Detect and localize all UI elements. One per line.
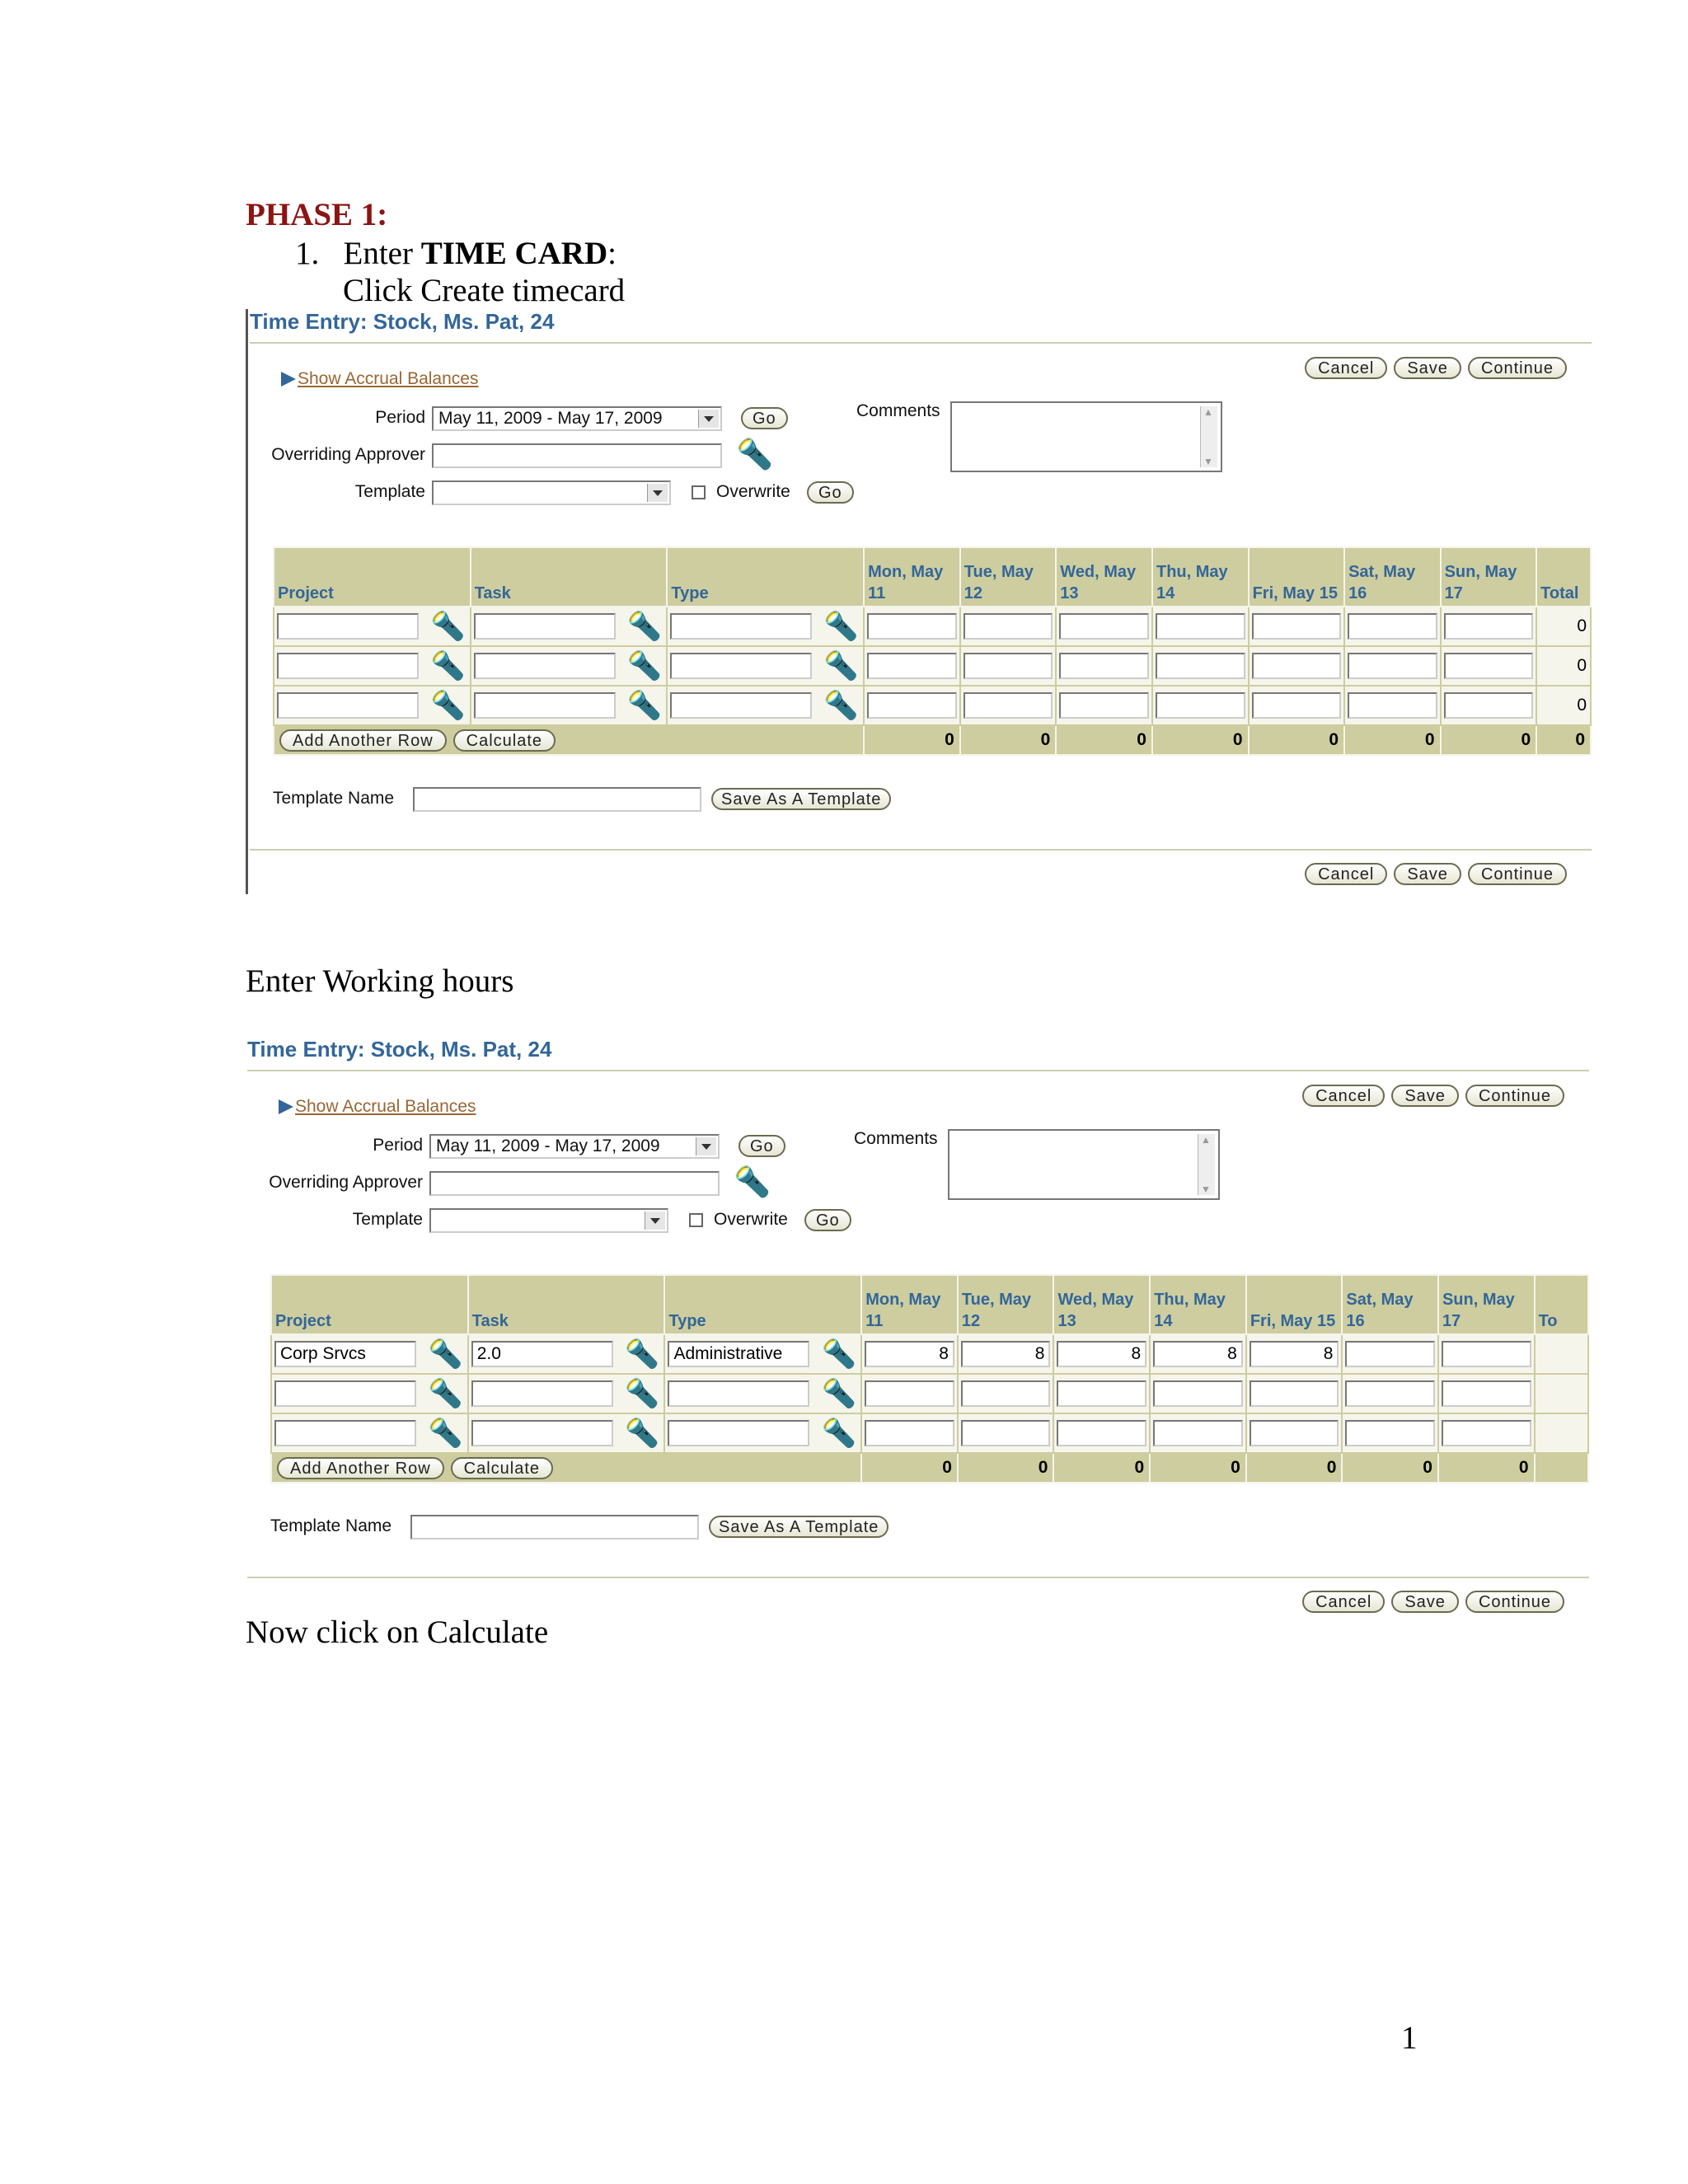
sun-hours-cell: [1438, 1374, 1535, 1413]
column-header: Type: [664, 1275, 861, 1334]
column-total: 0: [1249, 725, 1345, 755]
thu-hours-cell: [1152, 607, 1249, 646]
fri-hours-cell: [1246, 1374, 1343, 1413]
column-total: 0: [1056, 725, 1152, 755]
continue-button[interactable]: Continue: [1465, 1591, 1564, 1613]
row-total: [1535, 1374, 1588, 1413]
totals-row: [274, 725, 1591, 755]
column-header: Sun, May 17: [1441, 547, 1537, 607]
sat-hours-cell: [1342, 1374, 1438, 1413]
bottom-button-bar: [1302, 1591, 1564, 1613]
thu-hours-input[interactable]: 8: [1153, 1341, 1243, 1367]
thu-hours-cell: [1152, 686, 1249, 725]
project-input[interactable]: Corp Srvcs: [274, 1341, 416, 1367]
accrual-link-label: Show Accrual Balances: [295, 1097, 476, 1116]
project-input[interactable]: [277, 692, 419, 719]
table-row: [274, 686, 1591, 725]
flashlight-search-icon[interactable]: 🔦: [626, 611, 663, 642]
column-header: Fri, May 15: [1246, 1275, 1343, 1334]
fri-hours-cell: [1246, 1334, 1343, 1374]
table-header-row: [271, 1275, 1588, 1334]
table-row: [271, 1374, 1588, 1413]
add-another-row-button[interactable]: Add Another Row: [277, 1457, 444, 1479]
title-divider: [250, 342, 1592, 344]
column-total: 0: [1150, 1453, 1246, 1483]
save-as-template-button[interactable]: Save As A Template: [711, 788, 891, 810]
top-button-bar: [1302, 1085, 1564, 1107]
type-cell: [667, 646, 864, 686]
comments-label: Comments: [854, 1129, 938, 1148]
type-cell: [664, 1374, 861, 1413]
column-header: Tue, May 12: [960, 547, 1057, 607]
project-input[interactable]: [277, 613, 419, 640]
bottom-button-bar: [1305, 863, 1567, 885]
tue-hours-input[interactable]: [961, 1420, 1051, 1446]
project-cell: [271, 1413, 468, 1453]
chevron-down-icon: [645, 1212, 665, 1230]
mon-hours-input[interactable]: [865, 1380, 954, 1407]
page-number: 1: [1401, 2020, 1418, 2055]
type-input[interactable]: [668, 1380, 809, 1407]
sat-hours-cell: [1344, 686, 1441, 725]
task-input[interactable]: [474, 613, 616, 640]
task-cell: [468, 1413, 665, 1453]
table-row: [274, 646, 1591, 686]
task-input[interactable]: [474, 653, 616, 679]
type-input[interactable]: [670, 653, 812, 679]
fri-hours-input[interactable]: [1250, 1420, 1339, 1446]
sun-hours-input[interactable]: [1442, 1341, 1531, 1367]
type-input[interactable]: [670, 613, 812, 640]
column-total: 0: [1344, 725, 1441, 755]
flashlight-search-icon[interactable]: 🔦: [821, 1338, 856, 1370]
wed-hours-cell: [1056, 646, 1152, 686]
row-total: 0: [1536, 607, 1591, 646]
wed-hours-input[interactable]: [1057, 1420, 1146, 1446]
mon-hours-input[interactable]: 8: [865, 1341, 954, 1367]
row-total: 0: [1536, 686, 1591, 725]
task-input[interactable]: [471, 1420, 613, 1446]
table-header-row: [274, 547, 1591, 607]
row-total: [1535, 1334, 1588, 1374]
period-go-button[interactable]: Go: [741, 407, 788, 429]
wed-hours-input[interactable]: [1059, 613, 1149, 640]
tue-hours-cell: [958, 1413, 1054, 1453]
add-another-row-button[interactable]: Add Another Row: [279, 729, 447, 752]
column-header: Type: [667, 547, 864, 607]
task-cell: [471, 646, 668, 686]
thu-hours-cell: [1150, 1413, 1246, 1453]
flashlight-search-icon[interactable]: 🔦: [736, 437, 773, 471]
column-total: 0: [1441, 725, 1537, 755]
comments-textarea[interactable]: [948, 1129, 1220, 1200]
bottom-divider: [247, 1577, 1589, 1578]
type-cell: [667, 686, 864, 725]
column-total: 0: [1342, 1453, 1438, 1483]
overwrite-checkbox[interactable]: [689, 1213, 703, 1227]
task-cell: [471, 686, 668, 725]
sun-hours-input[interactable]: [1442, 1380, 1531, 1407]
table-row: [271, 1413, 1588, 1453]
continue-button[interactable]: Continue: [1468, 357, 1567, 379]
period-select[interactable]: [429, 1134, 720, 1159]
row-actions: [271, 1453, 861, 1483]
step-prefix: Enter: [343, 236, 421, 271]
sun-hours-input[interactable]: [1444, 613, 1534, 640]
cancel-button[interactable]: Cancel: [1305, 863, 1387, 885]
row-total: [1535, 1413, 1588, 1453]
tue-hours-cell: [960, 607, 1057, 646]
column-total: 0: [1438, 1453, 1535, 1483]
tue-hours-cell: [960, 646, 1057, 686]
sat-hours-cell: [1342, 1413, 1438, 1453]
tue-hours-input[interactable]: 8: [961, 1341, 1051, 1367]
flashlight-search-icon[interactable]: 🔦: [734, 1165, 771, 1198]
sat-hours-input[interactable]: [1348, 653, 1437, 679]
template-name-label: Template Name: [273, 789, 395, 808]
fri-hours-cell: [1246, 1413, 1343, 1453]
totals-row: [271, 1453, 1588, 1483]
wed-hours-input[interactable]: 8: [1057, 1341, 1146, 1367]
tue-hours-input[interactable]: [961, 1380, 1051, 1407]
table-row: [274, 607, 1591, 646]
mon-hours-input[interactable]: [867, 613, 957, 640]
flashlight-search-icon[interactable]: 🔦: [624, 1378, 660, 1409]
project-input[interactable]: [274, 1380, 416, 1407]
save-button[interactable]: Save: [1394, 863, 1461, 885]
column-total: 0: [861, 1453, 958, 1483]
flashlight-search-icon[interactable]: 🔦: [823, 611, 859, 642]
comments-scrollbar[interactable]: [1200, 406, 1217, 467]
column-total: 0: [1152, 725, 1249, 755]
project-input[interactable]: [274, 1420, 416, 1446]
wed-hours-input[interactable]: [1059, 653, 1149, 679]
sat-hours-cell: [1342, 1334, 1438, 1374]
chevron-down-icon: [698, 410, 719, 428]
cancel-button[interactable]: Cancel: [1302, 1085, 1385, 1107]
period-value: May 11, 2009 - May 17, 2009: [436, 1137, 660, 1155]
flashlight-search-icon[interactable]: 🔦: [821, 1418, 856, 1449]
column-total: 0: [958, 1453, 1054, 1483]
wed-hours-cell: [1053, 1334, 1150, 1374]
column-header: Mon, May 11: [861, 1275, 958, 1334]
column-header: Thu, May 14: [1150, 1275, 1246, 1334]
task-input[interactable]: 2.0: [471, 1341, 613, 1367]
overwrite-checkbox[interactable]: [692, 485, 706, 499]
column-header: Sat, May 16: [1342, 1275, 1438, 1334]
period-select[interactable]: [432, 406, 722, 431]
page-title: Time Entry: Stock, Ms. Pat, 24: [250, 309, 555, 334]
step-heading: [295, 235, 617, 272]
mon-hours-cell: [861, 1334, 958, 1374]
row-actions: [274, 725, 864, 755]
task-cell: [468, 1374, 665, 1413]
period-go-button[interactable]: Go: [738, 1135, 785, 1157]
sun-hours-cell: [1441, 607, 1537, 646]
column-header: Project: [274, 547, 471, 607]
template-select[interactable]: [429, 1208, 668, 1233]
page-title: Time Entry: Stock, Ms. Pat, 24: [247, 1037, 552, 1062]
continue-button[interactable]: Continue: [1468, 863, 1567, 885]
type-cell: [664, 1334, 861, 1374]
task-input[interactable]: [474, 692, 616, 719]
calculate-button[interactable]: Calculate: [451, 1457, 553, 1479]
table-row: [271, 1334, 1588, 1374]
flashlight-search-icon[interactable]: 🔦: [428, 1378, 463, 1409]
fri-hours-input[interactable]: [1250, 1380, 1339, 1407]
fri-hours-cell: [1249, 607, 1345, 646]
thu-hours-input[interactable]: [1153, 1420, 1243, 1446]
save-button[interactable]: Save: [1391, 1085, 1459, 1107]
task-cell: [468, 1334, 665, 1374]
column-header: Sun, May 17: [1438, 1275, 1535, 1334]
sat-hours-cell: [1344, 646, 1441, 686]
cancel-button[interactable]: Cancel: [1305, 357, 1387, 379]
save-button[interactable]: Save: [1391, 1591, 1459, 1613]
calculate-button[interactable]: Calculate: [453, 729, 556, 752]
flashlight-search-icon[interactable]: 🔦: [430, 611, 466, 642]
fri-hours-input[interactable]: [1252, 692, 1342, 719]
step-bold: TIME CARD: [420, 236, 608, 271]
sat-hours-input[interactable]: [1348, 613, 1437, 640]
column-header: Wed, May 13: [1056, 547, 1152, 607]
bottom-divider: [250, 849, 1592, 851]
show-accrual-balances-link[interactable]: [281, 369, 478, 389]
flashlight-search-icon[interactable]: 🔦: [624, 1338, 660, 1370]
thu-hours-cell: [1152, 646, 1249, 686]
template-name-input[interactable]: [413, 787, 701, 812]
sun-hours-input[interactable]: [1442, 1420, 1531, 1446]
column-total: [1535, 1453, 1588, 1483]
type-input[interactable]: [670, 692, 812, 719]
thu-hours-input[interactable]: [1156, 653, 1245, 679]
column-total: 0: [864, 725, 960, 755]
template-name-input[interactable]: [410, 1515, 699, 1540]
column-header: Mon, May 11: [864, 547, 960, 607]
overwrite-label: Overwrite: [716, 482, 790, 501]
column-total: 0: [960, 725, 1057, 755]
fri-hours-cell: [1249, 646, 1345, 686]
period-label: Period: [373, 1136, 423, 1155]
mon-hours-cell: [864, 607, 960, 646]
tue-hours-cell: [958, 1334, 1054, 1374]
wed-hours-cell: [1053, 1413, 1150, 1453]
column-header: Fri, May 15: [1249, 547, 1345, 607]
wed-hours-cell: [1053, 1374, 1150, 1413]
project-cell: [274, 686, 471, 725]
mon-hours-cell: [864, 686, 960, 725]
approver-input[interactable]: [432, 443, 722, 468]
save-button[interactable]: Save: [1394, 357, 1461, 379]
wed-hours-input[interactable]: [1059, 692, 1149, 719]
comments-textarea[interactable]: [950, 401, 1222, 472]
column-header: Wed, May 13: [1053, 1275, 1150, 1334]
show-accrual-balances-link[interactable]: [279, 1097, 476, 1117]
column-total: 0: [1053, 1453, 1150, 1483]
flashlight-search-icon[interactable]: 🔦: [626, 690, 663, 721]
period-value: May 11, 2009 - May 17, 2009: [438, 409, 663, 428]
caption-working-hours: Enter Working hours: [246, 963, 514, 999]
sun-hours-cell: [1438, 1413, 1535, 1453]
tue-hours-cell: [960, 686, 1057, 725]
thu-hours-input[interactable]: [1156, 613, 1245, 640]
approver-input[interactable]: [429, 1171, 720, 1196]
thu-hours-cell: [1150, 1374, 1246, 1413]
sat-hours-input[interactable]: [1345, 1380, 1435, 1407]
tue-hours-cell: [958, 1374, 1054, 1413]
row-total: 0: [1536, 646, 1591, 686]
task-input[interactable]: [471, 1380, 613, 1407]
phase-heading: PHASE 1:: [246, 197, 388, 232]
column-header: Task: [471, 547, 668, 607]
sat-hours-cell: [1344, 607, 1441, 646]
continue-button[interactable]: Continue: [1465, 1085, 1564, 1107]
template-label: Template: [352, 1210, 423, 1229]
wed-hours-input[interactable]: [1057, 1380, 1146, 1407]
flashlight-search-icon[interactable]: 🔦: [626, 650, 663, 682]
column-header: Sat, May 16: [1344, 547, 1441, 607]
thu-hours-cell: [1150, 1334, 1246, 1374]
caption-calculate: Now click on Calculate: [246, 1615, 549, 1650]
flashlight-search-icon[interactable]: 🔦: [823, 650, 859, 682]
cancel-button[interactable]: Cancel: [1302, 1591, 1385, 1613]
triangle-right-icon: [281, 372, 296, 387]
mon-hours-cell: [864, 646, 960, 686]
sun-hours-cell: [1441, 686, 1537, 725]
column-header: Tue, May 12: [958, 1275, 1054, 1334]
column-header: Total: [1536, 547, 1591, 607]
title-divider: [247, 1070, 1589, 1071]
mon-hours-input[interactable]: [867, 692, 957, 719]
flashlight-search-icon[interactable]: 🔦: [430, 650, 466, 682]
flashlight-search-icon[interactable]: 🔦: [624, 1418, 660, 1449]
fri-hours-input[interactable]: [1252, 653, 1342, 679]
approver-label: Overriding Approver: [269, 1173, 423, 1192]
time-entry-panel: [246, 1037, 1589, 1622]
comments-label: Comments: [856, 401, 940, 420]
type-cell: [664, 1413, 861, 1453]
timecard-table: [270, 1274, 1589, 1483]
tue-hours-input[interactable]: [964, 692, 1053, 719]
step-suffix: :: [607, 236, 617, 271]
task-cell: [471, 607, 668, 646]
mon-hours-cell: [861, 1413, 958, 1453]
substep-text: Click Create timecard: [343, 273, 626, 308]
template-go-button[interactable]: Go: [804, 1209, 851, 1231]
flashlight-search-icon[interactable]: 🔦: [823, 690, 859, 721]
top-button-bar: [1305, 357, 1567, 379]
sat-hours-input[interactable]: [1348, 692, 1437, 719]
project-cell: [271, 1334, 468, 1374]
type-cell: [667, 607, 864, 646]
sun-hours-cell: [1438, 1334, 1535, 1374]
tue-hours-input[interactable]: [964, 613, 1053, 640]
chevron-down-icon: [647, 484, 668, 502]
mon-hours-input[interactable]: [867, 653, 957, 679]
template-label: Template: [354, 482, 425, 501]
fri-hours-cell: [1249, 686, 1345, 725]
project-cell: [274, 646, 471, 686]
column-total: 0: [1246, 1453, 1343, 1483]
time-entry-panel: [246, 309, 1592, 894]
comments-scrollbar[interactable]: [1198, 1134, 1215, 1195]
chevron-down-icon: [696, 1137, 716, 1155]
sat-hours-input[interactable]: [1345, 1420, 1435, 1446]
flashlight-search-icon[interactable]: 🔦: [428, 1338, 463, 1370]
column-header: Task: [468, 1275, 665, 1334]
wed-hours-cell: [1056, 686, 1152, 725]
period-label: Period: [375, 408, 425, 427]
step-number: 1.: [295, 236, 320, 271]
column-header: To: [1535, 1275, 1588, 1334]
project-input[interactable]: [277, 653, 419, 679]
sat-hours-input[interactable]: [1345, 1341, 1435, 1367]
project-cell: [271, 1374, 468, 1413]
thu-hours-input[interactable]: [1153, 1380, 1243, 1407]
triangle-right-icon: [279, 1099, 293, 1114]
template-name-label: Template Name: [270, 1516, 392, 1535]
type-input[interactable]: [668, 1420, 809, 1446]
project-cell: [274, 607, 471, 646]
fri-hours-input[interactable]: [1252, 613, 1342, 640]
accrual-link-label: Show Accrual Balances: [298, 369, 479, 388]
fri-hours-input[interactable]: 8: [1250, 1341, 1339, 1367]
wed-hours-cell: [1056, 607, 1152, 646]
column-header: Thu, May 14: [1152, 547, 1249, 607]
thu-hours-input[interactable]: [1156, 692, 1245, 719]
mon-hours-cell: [861, 1374, 958, 1413]
template-go-button[interactable]: Go: [807, 481, 854, 504]
sun-hours-cell: [1441, 646, 1537, 686]
flashlight-search-icon[interactable]: 🔦: [821, 1378, 856, 1409]
flashlight-search-icon[interactable]: 🔦: [430, 690, 466, 721]
mon-hours-input[interactable]: [865, 1420, 954, 1446]
column-total: 0: [1536, 725, 1591, 755]
template-select[interactable]: [432, 480, 671, 505]
tue-hours-input[interactable]: [964, 653, 1053, 679]
timecard-table: [273, 546, 1592, 756]
type-input[interactable]: Administrative: [668, 1341, 809, 1367]
sun-hours-input[interactable]: [1444, 692, 1534, 719]
flashlight-search-icon[interactable]: 🔦: [428, 1418, 463, 1449]
save-as-template-button[interactable]: Save As A Template: [709, 1516, 889, 1538]
sun-hours-input[interactable]: [1444, 653, 1534, 679]
overwrite-label: Overwrite: [714, 1210, 788, 1229]
column-header: Project: [271, 1275, 468, 1334]
approver-label: Overriding Approver: [271, 445, 425, 464]
